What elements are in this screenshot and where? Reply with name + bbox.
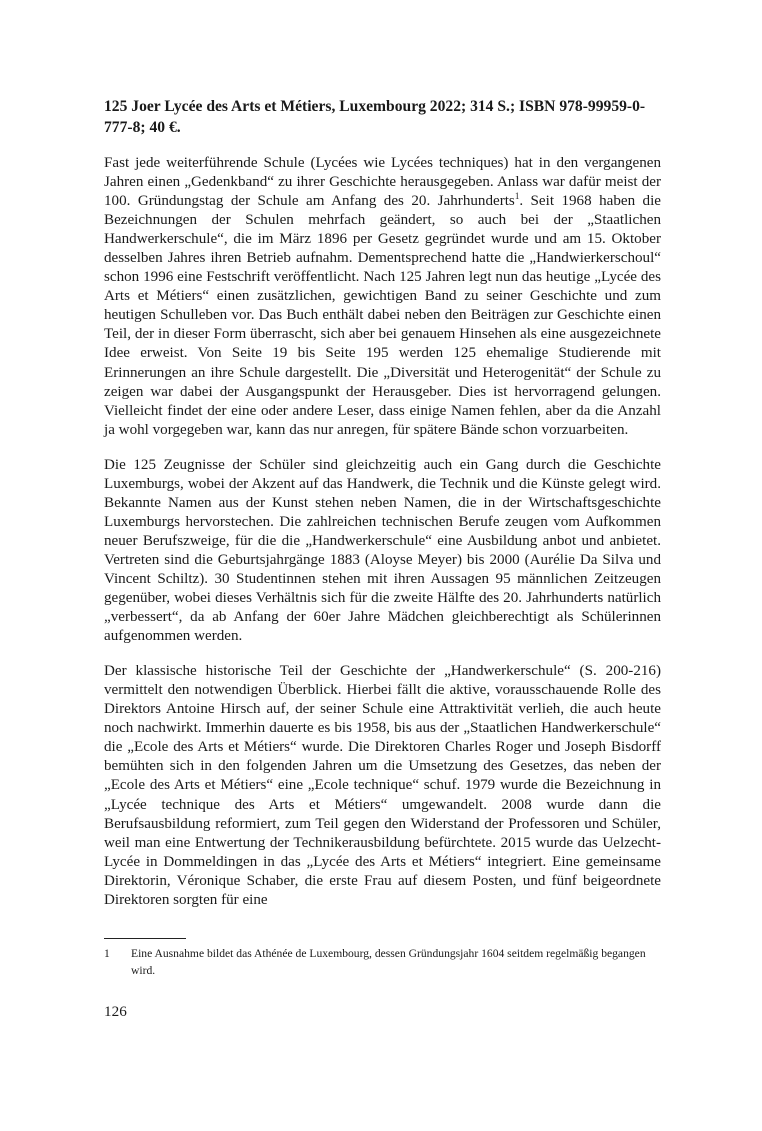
paragraph-3: Der klassische historische Teil der Geschichte der „Handwerkerschule“ (S. 200-216) vermittelt den notwendigen Überblick. Hierbei fällt die aktive, vorausschauende Rolle des Direktors Antoine Hirsch auf, der seiner Schule eine Attraktivität verlieh, die auch heute noch nachwirkt. Immerhin dauerte es bis 1958, bis aus der „Staatlichen Handwerkerschule“ die „Ecole des Arts et Métiers“ wurde. Die Direktoren Charles Roger und Joseph Bisdorff bemühten sich in den folgenden Jahren um die Umsetzung des Gesetzes, das neben der „Ecole des Arts et Métiers“ eine „Ecole technique“ schuf. 1979 wurde die Bezeichnung in „Lycée technique des Arts et Métiers“ umgewandelt. 2008 wurde dann die Berufsausbildung reformiert, zum Teil gegen den Widerstand der Professoren und Schüler, weil man eine Entwertung der Technikerausbildung befürchtete. 2015 wurde das Uelzecht-Lycée in Dommeldingen in das „Lycée des Arts et Métiers“ integriert. Eine gemeinsame Direktorin, Véronique Schaber, die erste Frau auf diesem Posten, und fünf beigeordnete Direktoren sorgten für eine xyxy=(104,663,661,908)
paragraph-2: Die 125 Zeugnisse der Schüler sind gleichzeitig auch ein Gang durch die Geschichte Luxemburgs, wobei der Akzent auf das Handwerk, die Technik und die Künste gelegt wird. Bekannte Namen aus der Kunst stehen neben Namen, die in der Wirtschaftsgeschichte Luxemburgs hervorstechen. Die zahlreichen technischen Berufe zeugen vom Aufkommen neuer Berufszweige, für die die „Handwerkerschule“ eine Ausbildung anbot und anbietet. Vertreten sind die Geburtsjahrgänge 1883 (Aloyse Meyer) bis 2000 (Aurélie Da Silva und Vincent Schiltz). 30 Studentinnen stehen mit ihren Aussagen 95 männlichen Zeitzeugen gegenüber, wobei dieses Verhältnis sich für die zweite Hälfte des 20. Jahrhunderts natürlich „verbessert“, da ab Anfang der 60er Jahre Mädchen gleichberechtigt als Schülerinnen aufgenommen werden. xyxy=(104,456,661,645)
footnote-separator xyxy=(104,938,186,939)
paragraph-1 xyxy=(104,154,661,440)
paragraph-1-text-b: . Seit 1968 haben die Bezeichnungen der Schulen mehrfach geändert, so auch bei der „Staatlichen Handwerkerschule“, die im März 1896 per Gesetz gegründet wurde und am 15. Oktober desselben Jahres ihren Betrieb aufnahm. Dementsprechend hatte die „Handwierkerschoul“ schon 1996 eine Festschrift veröffentlicht. Nach 125 Jahren legt nun das heutige „Lycée des Arts et Métiers“ einen zusätzlichen, gewichtigen Band zu seiner Geschichte und zum heutigen Schulleben vor. Das Buch enthält dabei neben den Beiträgen zur Geschichte einen Teil, der in dieser Form überrascht, sich aber bei genauem Hinsehen als eine ausgezeichnete Idee erweist. Von Seite 19 bis Seite 195 werden 125 ehemalige Studierende mit Erinnerungen an ihre Schule dargestellt. Die „Diversität und Heterogenität“ der Schule zu zeigen war dabei der Ausgangspunkt der Herausgeber. Dies ist hervorragend gelungen. Vielleicht findet der eine oder andere Leser, dass einige Namen fehlen, aber da die Anzahl ja wohl vorgegeben war, kann das nur anregen, für spätere Bände schon vorzuarbeiten. xyxy=(104,193,661,438)
footnote-number: 1 xyxy=(104,947,110,960)
paragraph-1-text-a: Fast jede weiterführende Schule (Lycées wie Lycées techniques) hat in den vergangenen Jahren einen „Gedenkband“ zu ihrer Geschichte herausgegeben. Anlass war dafür meist der 100. Gründungstag der Schule am Anfang des 20. Jahrhunderts xyxy=(104,155,661,210)
footnote-reference: 1 xyxy=(514,191,520,202)
footnote xyxy=(104,946,661,979)
page-number: 126 xyxy=(104,1003,127,1020)
footnote-text: Eine Ausnahme bildet das Athénée de Luxembourg, dessen Gründungsjahr 1604 seitdem regelmäßig begangen wird. xyxy=(131,947,646,977)
page-body xyxy=(104,96,661,926)
review-heading: 125 Joer Lycée des Arts et Métiers, Luxembourg 2022; 314 S.; ISBN 978-99959-0-777-8; 40 €. xyxy=(104,98,646,136)
